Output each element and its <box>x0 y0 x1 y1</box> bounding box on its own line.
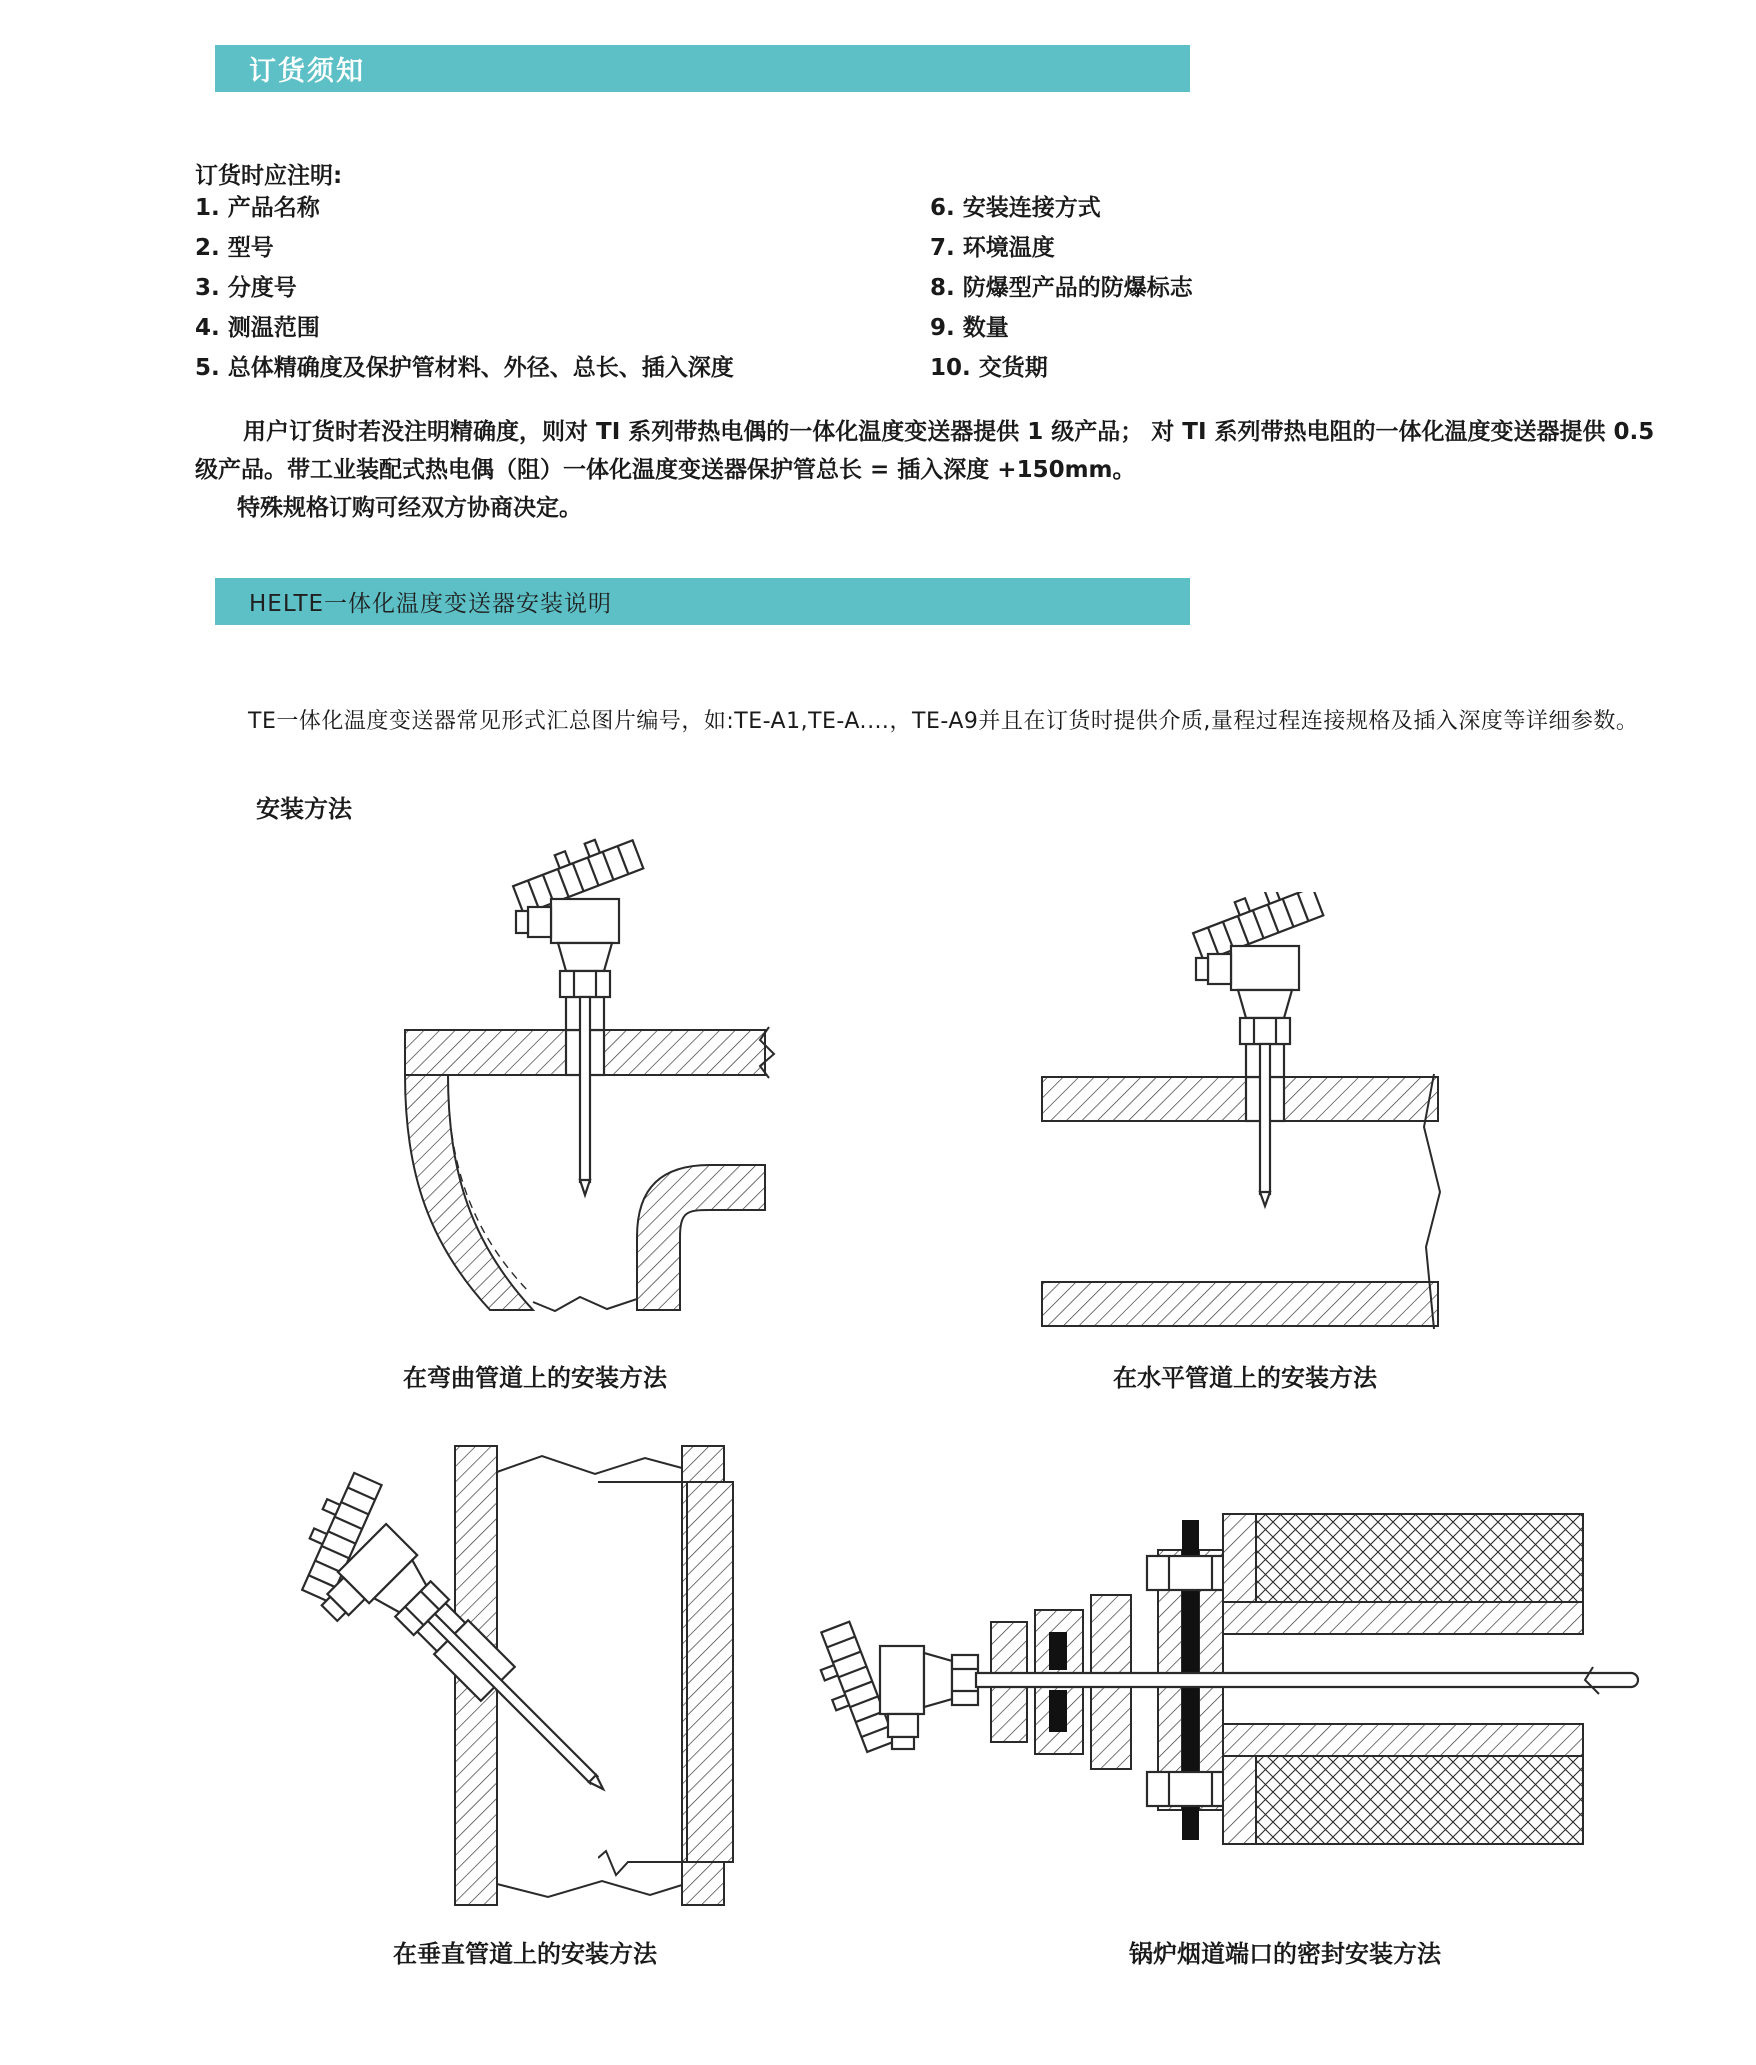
thermocouple-head <box>508 835 643 997</box>
ordering-list-left <box>195 188 734 388</box>
horizontal-pipe-walls <box>1042 1077 1438 1326</box>
thermocouple-head <box>808 1622 978 1757</box>
ordering-item-1: 1. 产品名称 <box>195 195 320 221</box>
probe-tube <box>976 1673 1638 1687</box>
ordering-note-line-1: 用户订货时若没注明精确度，则对 TI 系列带热电偶的一体化温度变送器提供 1 级产品； 对 TI 系列带热电阻的一体化温度变送器提供 0.5 <box>243 419 1655 445</box>
ordering-item-5: 5. 总体精确度及保护管材料、外径、总长、插入深度 <box>195 355 734 381</box>
ordering-list-right <box>930 188 1193 388</box>
ordering-item-2: 2. 型号 <box>195 235 274 261</box>
ordering-note-line-2: 级产品。带工业装配式热电偶（阻）一体化温度变送器保护管总长 = 插入深度 +150mm。 <box>195 457 1136 483</box>
ordering-item-7: 7. 环境温度 <box>930 235 1055 261</box>
probe <box>580 997 590 1195</box>
ordering-item-8: 8. 防爆型产品的防爆标志 <box>930 275 1193 301</box>
caption-boiler-flue: 锅炉烟道端口的密封安装方法 <box>1129 1940 1441 1968</box>
diagram-boiler-flue-seal <box>598 1462 1756 1902</box>
ordering-item-9: 9. 数量 <box>930 315 1009 341</box>
ordering-intro: 订货时应注明: <box>195 163 343 189</box>
section-header-installation <box>215 578 1190 625</box>
caption-elbow-pipe: 在弯曲管道上的安装方法 <box>403 1364 667 1392</box>
wall-edge-lines <box>598 1482 687 1875</box>
ordering-item-4: 4. 测温范围 <box>195 315 320 341</box>
furnace-wall <box>687 1482 733 1862</box>
section-title-ordering: 订货须知 <box>249 56 365 87</box>
angled-sensor-assembly <box>257 1456 645 1844</box>
ordering-item-6: 6. 安装连接方式 <box>930 195 1101 221</box>
probe <box>1260 1044 1270 1206</box>
ordering-item-10: 10. 交货期 <box>930 355 1048 381</box>
caption-vertical-pipe: 在垂直管道上的安装方法 <box>393 1940 657 1968</box>
section-title-installation: HELTE一体化温度变送器安装说明 <box>249 591 613 617</box>
diagram-elbow-pipe <box>370 835 800 1340</box>
ordering-note-line-3: 特殊规格订购可经双方协商决定。 <box>237 495 582 521</box>
installation-intro: TE一体化温度变送器常见形式汇总图片编号，如:TE-A1,TE-A.…，TE-A9并且在订货时提供介质,量程过程连接规格及插入深度等详细参数。 <box>248 709 1639 734</box>
caption-horizontal-pipe: 在水平管道上的安装方法 <box>1113 1364 1377 1392</box>
section-header-ordering <box>215 45 1190 92</box>
ordering-item-3: 3. 分度号 <box>195 275 297 301</box>
installation-method-label: 安装方法 <box>256 795 352 823</box>
thermocouple-head <box>1188 892 1323 1044</box>
diagram-horizontal-pipe <box>1030 892 1460 1332</box>
